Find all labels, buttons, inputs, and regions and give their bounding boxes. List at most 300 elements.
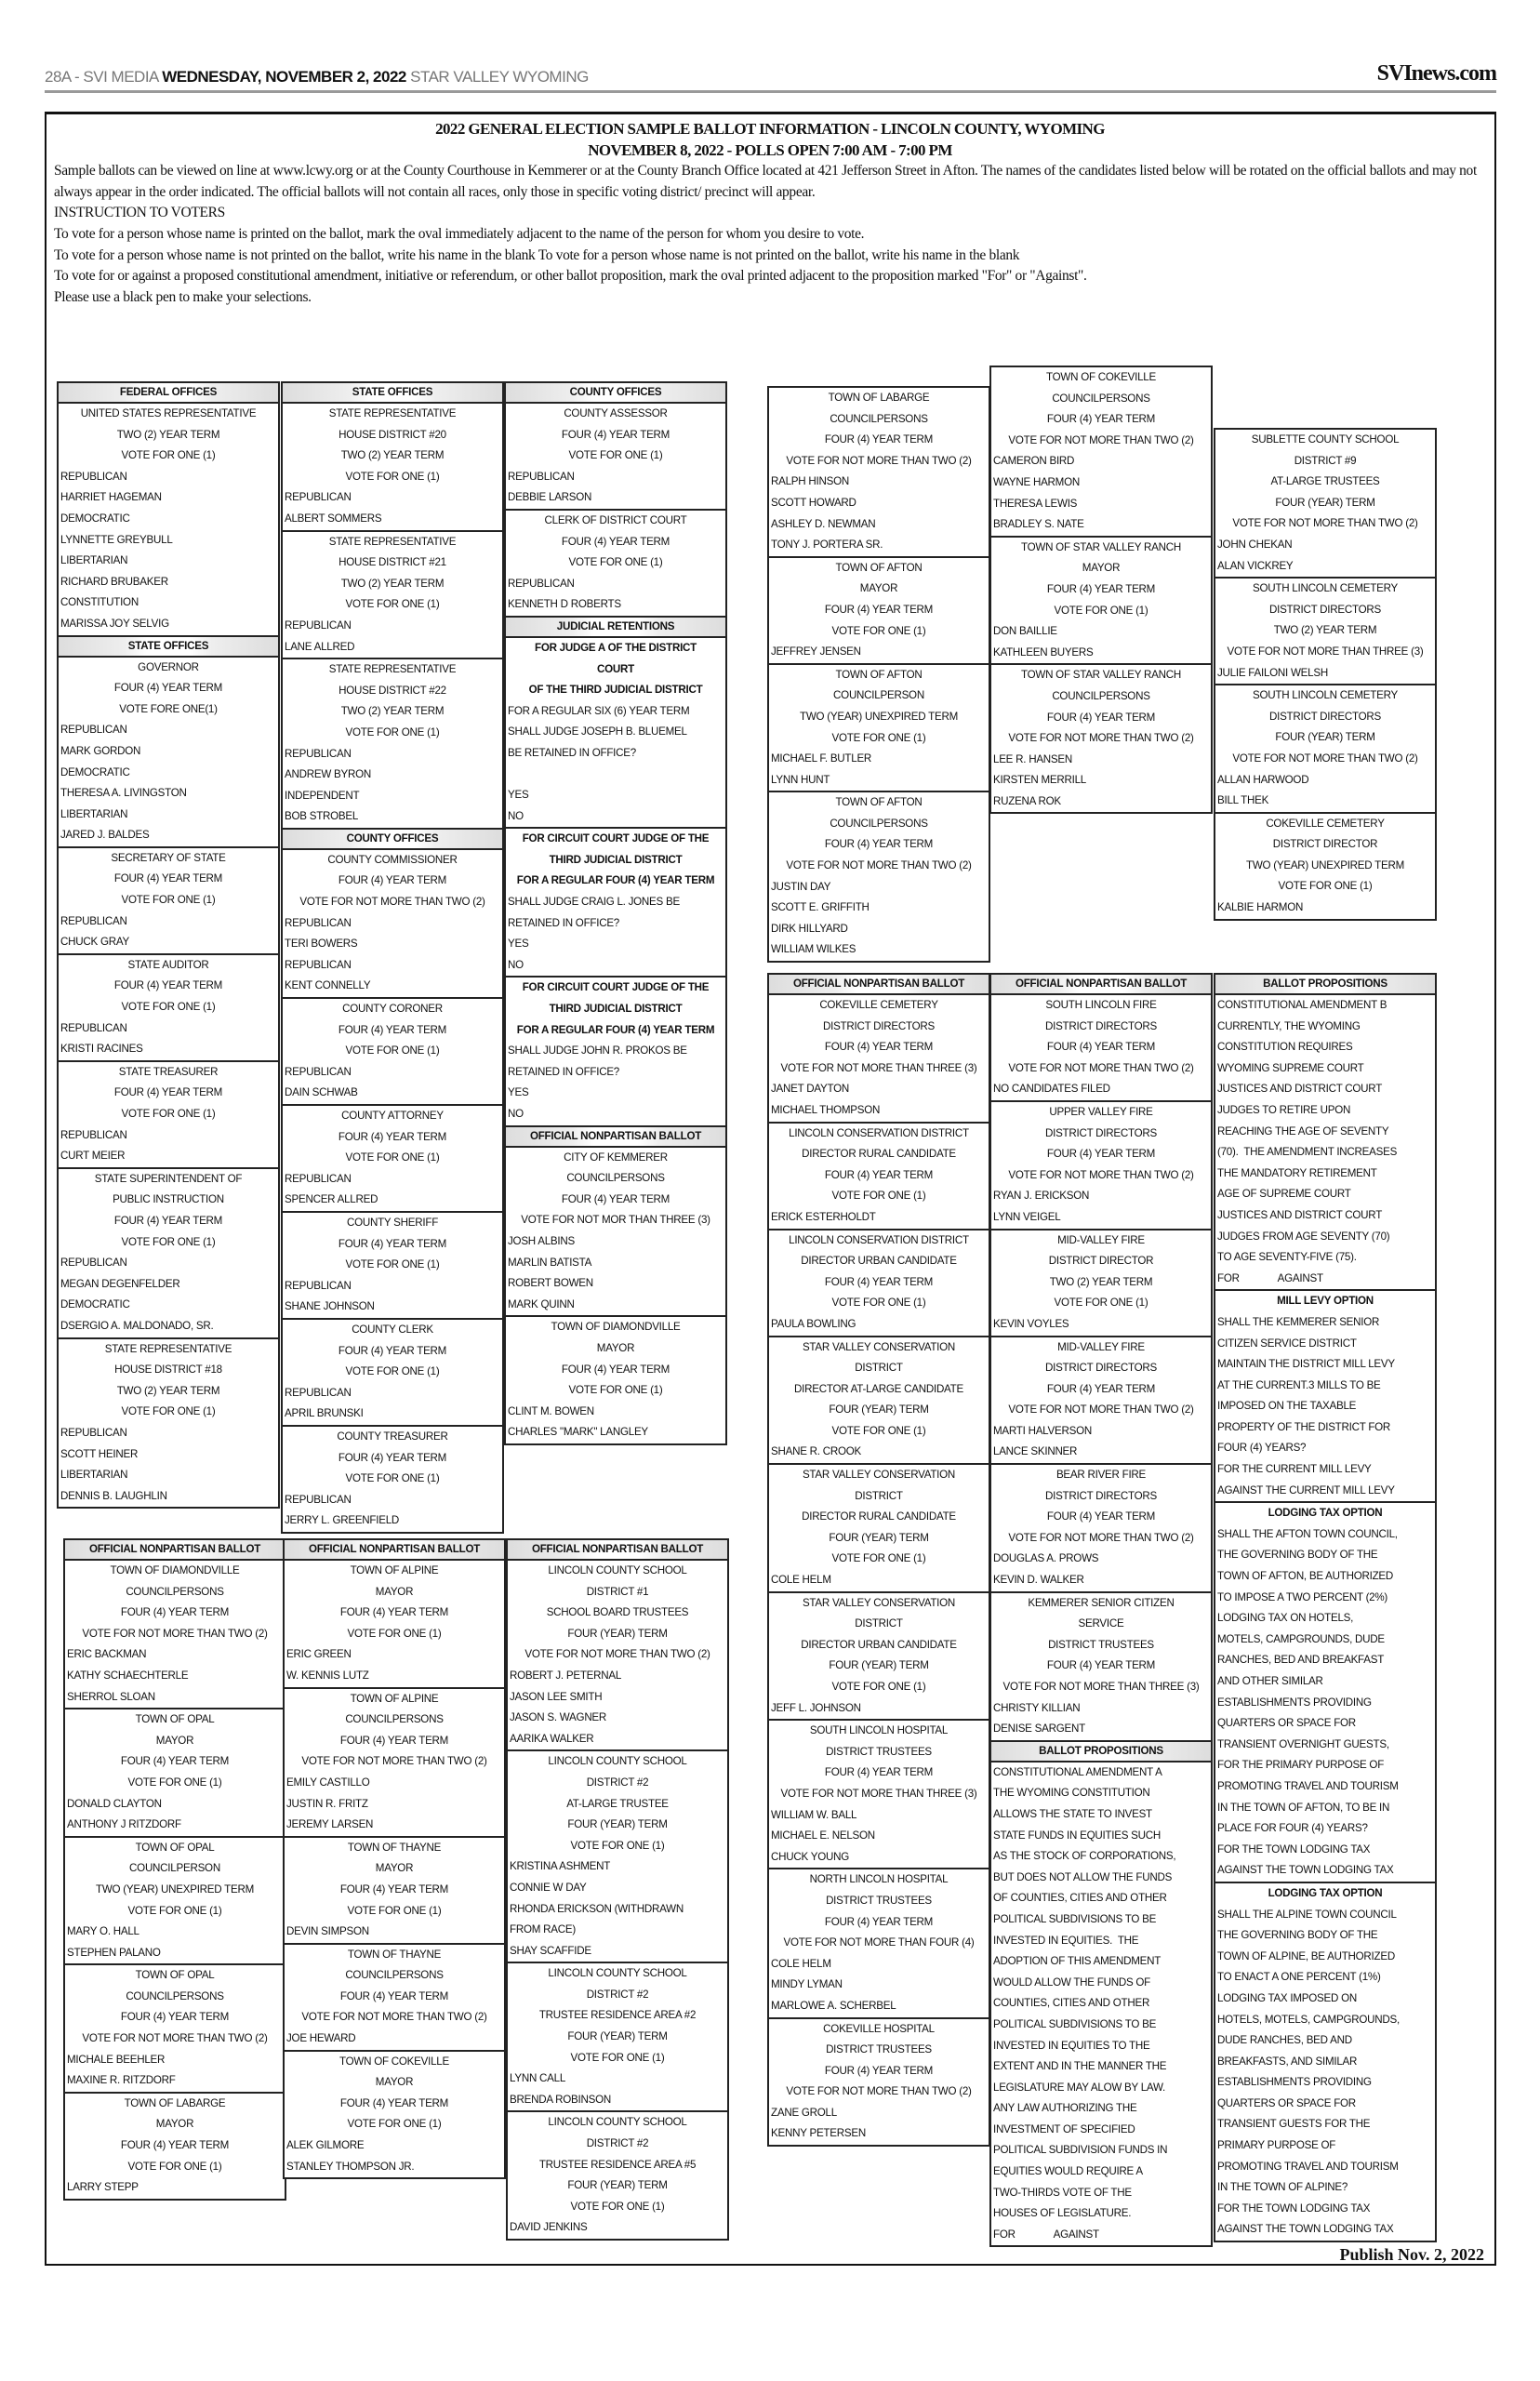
- race-info: VOTE FOR ONE (1): [345, 470, 440, 483]
- ballot-entry: KRISTI RACINES: [60, 1043, 143, 1056]
- race-info: VOTE FOR NOT MORE THAN TWO (2): [301, 1755, 487, 1768]
- race-box: [283, 1943, 506, 2052]
- race-info: FOUR (4) YEAR TERM: [1046, 1510, 1156, 1523]
- race-info: VOTE FOR ONE (1): [345, 1365, 440, 1378]
- race-info: DISTRICT #9: [1294, 454, 1357, 467]
- race-box: [767, 993, 990, 1124]
- race-info: FOUR (4) YEAR TERM: [339, 1606, 449, 1619]
- ballot-entry: FOR THE TOWN LODGING TAX: [1217, 2201, 1371, 2215]
- ballot-entry: REPUBLICAN: [285, 958, 352, 971]
- ballot-entry: AGAINST THE TOWN LODGING TAX: [1217, 2223, 1394, 2236]
- race-info: FOUR (4) YEAR TERM: [824, 1168, 934, 1181]
- ballot-entry: MARLOWE A. SCHERBEL: [771, 1999, 896, 2012]
- race-box: [767, 2017, 990, 2148]
- ballot-entry: JERRY L. GREENFIELD: [285, 1514, 400, 1527]
- race-info: SOUTH LINCOLN FIRE: [1045, 999, 1157, 1011]
- ballot-entry: RALPH HINSON: [771, 475, 849, 488]
- ballot-entry: BREAKFASTS, AND SIMILAR: [1217, 2055, 1358, 2068]
- race-info: COUNTY TREASURER: [337, 1430, 448, 1443]
- instructions-heading: INSTRUCTION TO VOTERS: [54, 205, 225, 221]
- race-info: VOTE FOR NOT MORE THAN TWO (2): [1008, 1531, 1194, 1544]
- race-box: [63, 1559, 286, 1709]
- race-info: FOUR (4) YEAR TERM: [338, 1023, 447, 1036]
- ballot-entry: MARK GORDON: [60, 744, 141, 757]
- ballot-entry: COLE HELM: [771, 1574, 831, 1587]
- race-title: FOR A REGULAR FOUR (4) YEAR TERM: [516, 1023, 715, 1036]
- ballot-entry: TONY J. PORTERA SR.: [771, 539, 883, 552]
- race-box: [57, 1167, 280, 1339]
- ballot-entry: NO CANDIDATES FILED: [993, 1083, 1110, 1096]
- race-info: DISTRICT #2: [586, 1776, 649, 1789]
- ballot-entry: MARLIN BATISTA: [508, 1256, 592, 1269]
- ballot-entry: DIRK HILLYARD: [771, 922, 848, 935]
- ballot-entry: (70). THE AMENDMENT INCREASES: [1217, 1146, 1398, 1159]
- race-info: CITY OF KEMMERER: [564, 1151, 668, 1164]
- ballot-entry: JARED J. BALDES: [60, 829, 150, 842]
- race-info: STAR VALLEY CONSERVATION: [802, 1469, 956, 1482]
- ballot-entry: SCOTT HOWARD: [771, 496, 856, 509]
- race-info: FOUR (4) YEAR TERM: [113, 1086, 223, 1099]
- race-info: AT-LARGE TRUSTEES: [1270, 475, 1380, 488]
- race-box: [989, 366, 1213, 538]
- race-info: TOWN OF AFTON: [835, 796, 923, 809]
- race-info: SOUTH LINCOLN HOSPITAL: [809, 1724, 949, 1737]
- ballot-entry: KENNY PETERSEN: [771, 2127, 866, 2140]
- ballot-entry: KEVIN VOYLES: [993, 1317, 1069, 1330]
- race-info: LINCOLN CONSERVATION DISTRICT: [789, 1126, 969, 1139]
- ballot-entry: SCOTT HEINER: [60, 1447, 139, 1460]
- race-info: FOUR (4) YEAR TERM: [120, 1606, 230, 1619]
- ballot-column: [506, 1540, 729, 2241]
- ballot-entry: WYOMING SUPREME COURT: [1217, 1061, 1364, 1074]
- race-info: VOTE FOR ONE (1): [568, 556, 663, 569]
- race-info: VOTE FOR ONE (1): [121, 1001, 216, 1014]
- race-info: MAYOR: [155, 1734, 194, 1747]
- ballot-entry: SHALL THE ALPINE TOWN COUNCIL: [1217, 1908, 1397, 1921]
- race-info: MAYOR: [859, 582, 898, 595]
- race-info: AT-LARGE TRUSTEE: [566, 1797, 669, 1810]
- ballot-entry: SHANE R. CROOK: [771, 1445, 861, 1458]
- race-info: MID-VALLEY FIRE: [1057, 1233, 1145, 1246]
- race-info: VOTE FOR ONE (1): [831, 1552, 926, 1565]
- ballot-entry: THE MANDATORY RETIREMENT: [1217, 1166, 1377, 1179]
- ballot-entry: LEGISLATURE MAY ALOW BY LAW.: [993, 2081, 1166, 2094]
- race-info: FOUR (4) YEAR TERM: [120, 2011, 230, 2024]
- race-info: KEMMERER SENIOR CITIZEN: [1028, 1596, 1175, 1609]
- race-info: TWO (2) YEAR TERM: [116, 1384, 220, 1397]
- ballot-entry: CONSTITUTIONAL AMENDMENT A: [993, 1765, 1162, 1778]
- race-info: VOTE FOR ONE (1): [831, 1681, 926, 1693]
- ballot-entry: RETAINED IN OFFICE?: [508, 1065, 620, 1078]
- race-info: TWO (2) YEAR TERM: [1273, 624, 1377, 637]
- race-box: [767, 1719, 990, 1869]
- ballot-entry: KENNETH D ROBERTS: [508, 598, 621, 611]
- ballot-entry: SHANE JOHNSON: [285, 1300, 375, 1313]
- ballot-column: [283, 1540, 506, 2179]
- race-info: FOUR (YEAR) TERM: [1275, 496, 1375, 509]
- ballot-entry: TOWN OF AFTON, BE AUTHORIZED: [1217, 1570, 1394, 1583]
- ballot-entry: COLE HELM: [771, 1957, 831, 1970]
- ballot-entry: BILL THEK: [1217, 794, 1269, 807]
- section-header: BALLOT PROPOSITIONS: [1214, 973, 1437, 995]
- ballot-entry: ALLOWS THE STATE TO INVEST: [993, 1807, 1152, 1820]
- ballot-entry: DONALD CLAYTON: [67, 1797, 162, 1810]
- ballot-column: [281, 383, 504, 1534]
- race-info: TWO (2) YEAR TERM: [116, 428, 220, 441]
- ballot-entry: INDEPENDENT: [285, 789, 360, 802]
- ballot-entry: NO: [508, 958, 524, 971]
- race-info: VOTE FOR NOT MORE THAN TWO (2): [524, 1648, 710, 1661]
- race-info: FOUR (4) YEAR TERM: [824, 1041, 934, 1054]
- ballot-entry: ALEK GILMORE: [286, 2139, 365, 2152]
- race-info: VOTE FOR ONE (1): [570, 1839, 665, 1852]
- section-header: COUNTY OFFICES: [281, 828, 504, 850]
- race-info: TOWN OF OPAL: [135, 1969, 215, 1982]
- race-box: [504, 1315, 727, 1445]
- ballot-entry: CHUCK GRAY: [60, 936, 129, 949]
- race-info: FOUR (4) YEAR TERM: [113, 872, 223, 885]
- race-box: [767, 663, 990, 793]
- section-header: FEDERAL OFFICES: [57, 381, 280, 404]
- ballot-entry: REPUBLICAN: [285, 1065, 352, 1078]
- ballot-entry: JOE HEWARD: [286, 2032, 356, 2045]
- race-info: VOTE FOR NOT MORE THAN TWO (2): [301, 2011, 487, 2024]
- ballot-entry: JASON LEE SMITH: [510, 1690, 603, 1703]
- ballot-entry: KENT CONNELLY: [285, 979, 371, 992]
- ballot-entry: ALBERT SOMMERS: [285, 512, 382, 525]
- race-info: MAYOR: [375, 1862, 414, 1875]
- ballot-entry: DAVID JENKINS: [510, 2221, 588, 2234]
- race-info: STAR VALLEY CONSERVATION: [802, 1596, 956, 1609]
- race-info: COUNCILPERSONS: [1052, 689, 1150, 702]
- ballot-entry: MAINTAIN THE DISTRICT MILL LEVY: [1217, 1358, 1395, 1371]
- race-box: [63, 1836, 286, 1966]
- race-box: [283, 1836, 506, 1945]
- race-info: FOUR (YEAR) TERM: [829, 1403, 929, 1417]
- ballot-entry: CLINT M. BOWEN: [508, 1404, 594, 1417]
- race-box: [989, 536, 1213, 666]
- notice-subtitle: NOVEMBER 8, 2022 - POLLS OPEN 7:00 AM - 7:00 PM: [588, 140, 952, 159]
- race-info: DISTRICT #2: [586, 1988, 649, 2001]
- race-title: FOR JUDGE A OF THE DISTRICT: [534, 641, 697, 654]
- race-info: DIRECTOR AT-LARGE CANDIDATE: [794, 1382, 963, 1395]
- race-info: COUNCILPERSONS: [830, 817, 928, 830]
- ballot-entry: QUARTERS OR SPACE FOR: [1217, 1717, 1356, 1730]
- instruction-line: To vote for or against a proposed constitutional amendment, initiative or referendum, or other ballot proposition, mark the oval printed adjacent to the proposition marked "For" or "Against".: [54, 268, 1087, 285]
- race-info: FOUR (4) YEAR TERM: [339, 1989, 449, 2002]
- race-box: [504, 636, 727, 829]
- ballot-entry: REPUBLICAN: [285, 916, 352, 929]
- ballot-entry: THERESA A. LIVINGSTON: [60, 787, 187, 800]
- ballot-entry: SHAY SCAFFIDE: [510, 1944, 591, 1957]
- masthead: [45, 61, 1496, 93]
- race-info: LINCOLN COUNTY SCHOOL: [548, 1967, 687, 1980]
- race-info: COKEVILLE CEMETERY: [819, 999, 938, 1011]
- ballot-entry: MICHAEL E. NELSON: [771, 1829, 875, 1842]
- ballot-entry: JOHN CHEKAN: [1217, 538, 1293, 551]
- race-box: [57, 1060, 280, 1169]
- race-info: VOTE FOR ONE (1): [345, 1151, 440, 1164]
- section-header: BALLOT PROPOSITIONS: [989, 1740, 1213, 1762]
- ballot-entry: CURT MEIER: [60, 1150, 126, 1163]
- ballot-entry: MARTI HALVERSON: [993, 1424, 1092, 1437]
- race-info: COUNTY SHERIFF: [346, 1216, 439, 1229]
- race-title: THIRD JUDICIAL DISTRICT: [549, 853, 683, 866]
- ballot-entry: MICHAEL THOMPSON: [771, 1103, 881, 1116]
- race-info: COUNTY CORONER: [342, 1003, 443, 1016]
- race-info: HOUSE DISTRICT #20: [339, 428, 446, 441]
- race-info: VOTE FOR NOT MORE THAN TWO (2): [1008, 1168, 1194, 1181]
- instruction-line: To vote for a person whose name is printed on the ballot, mark the oval immediately adjacent to the name of the person for whom you desire to vote.: [54, 225, 865, 242]
- race-info: TOWN OF LABARGE: [828, 392, 930, 404]
- race-info: VOTE FOR NOT MORE THAN TWO (2): [1008, 1061, 1194, 1074]
- race-box: [989, 1100, 1213, 1230]
- intro: [54, 119, 1486, 308]
- ballot-entry: DEMOCRATIC: [60, 512, 130, 525]
- ballot-entry: JUDGES FROM AGE SEVENTY (70): [1217, 1230, 1390, 1243]
- ballot-entry: JUSTICES AND DISTRICT COURT: [1217, 1208, 1383, 1221]
- ballot-entry: LIBERTARIAN: [60, 807, 128, 820]
- ballot-entry: FOUR (4) YEARS?: [1217, 1442, 1307, 1455]
- ballot-entry: JUSTIN DAY: [771, 880, 831, 893]
- ballot-entry: MARISSA JOY SELVIG: [60, 617, 169, 630]
- ballot-entry: MOTELS, CAMPGROUNDS, DUDE: [1217, 1632, 1385, 1645]
- race-info: TOWN OF OPAL: [135, 1841, 215, 1854]
- ballot-entry: REPUBLICAN: [60, 1257, 127, 1270]
- ballot-entry: WAYNE HARMON: [993, 475, 1080, 488]
- section-header: OFFICIAL NONPARTISAN BALLOT: [504, 1125, 727, 1148]
- race-box: [767, 791, 990, 963]
- ballot-column: [1214, 430, 1437, 921]
- ballot-entry: ALAN VICKREY: [1217, 559, 1294, 572]
- race-box: [57, 656, 280, 848]
- race-box: [63, 2092, 286, 2201]
- ballot-entry: LYNN VEIGEL: [993, 1210, 1061, 1223]
- ballot-entry: AGAINST THE CURRENT MILL LEVY: [1217, 1483, 1395, 1496]
- ballot-entry: JANET DAYTON: [771, 1083, 849, 1096]
- ballot-entry: TO AGE SEVENTY-FIVE (75).: [1217, 1251, 1357, 1264]
- race-info: LINCOLN COUNTY SCHOOL: [548, 1564, 687, 1576]
- race-info: FOUR (4) YEAR TERM: [561, 1192, 670, 1205]
- race-info: VOTE FOR NOT MORE THAN THREE (3): [1002, 1681, 1200, 1693]
- race-info: FOUR (4) YEAR TERM: [824, 433, 934, 446]
- ballot-entry: YES: [508, 1086, 529, 1099]
- race-info: FOUR (YEAR) TERM: [567, 2030, 668, 2043]
- race-info: TWO (YEAR) UNEXPIRED TERM: [1245, 858, 1405, 871]
- issue-date: WEDNESDAY, NOVEMBER 2, 2022: [162, 68, 406, 86]
- race-info: TOWN OF THAYNE: [347, 1841, 442, 1854]
- race-info: FOUR (4) YEAR TERM: [1046, 582, 1156, 595]
- ballot-entry: REPUBLICAN: [60, 1021, 127, 1034]
- ballot-entry: TO ENACT A ONE PERCENT (1%): [1217, 1971, 1381, 1984]
- ballot-entry: FOR THE PRIMARY PURPOSE OF: [1217, 1759, 1385, 1772]
- race-info: DIRECTOR URBAN CANDIDATE: [801, 1255, 957, 1268]
- race-info: VOTE FOR ONE (1): [121, 1108, 216, 1120]
- ballot-entry: KATHY SCHAECHTERLE: [67, 1669, 189, 1682]
- ballot-entry: REPUBLICAN: [60, 914, 127, 927]
- ballot-entry: IN THE TOWN OF ALPINE?: [1217, 2181, 1348, 2194]
- race-info: DISTRICT #1: [586, 1585, 649, 1598]
- ballot-entry: INVESTMENT OF SPECIFIED: [993, 2122, 1135, 2135]
- ballot-entry: TRANSIENT GUESTS FOR THE: [1217, 2118, 1371, 2131]
- race-box: [506, 1962, 729, 2112]
- race-box: [57, 953, 280, 1062]
- ballot-entry: TOWN OF ALPINE, BE AUTHORIZED: [1217, 1949, 1395, 1962]
- race-info: SCHOOL BOARD TRUSTEES: [546, 1606, 689, 1619]
- race-info: MAYOR: [596, 1341, 635, 1354]
- race-info: FOUR (4) YEAR TERM: [561, 428, 670, 441]
- race-box: [281, 530, 504, 660]
- section-header: JUDICIAL RETENTIONS: [504, 616, 727, 638]
- race-info: FOUR (4) YEAR TERM: [339, 1734, 449, 1747]
- race-box: [281, 1425, 504, 1534]
- race-info: COUNCILPERSON: [833, 689, 924, 702]
- race-box: [989, 1591, 1213, 1742]
- ballot-entry: SHALL JUDGE JOSEPH B. BLUEMEL: [508, 725, 687, 738]
- race-box: [57, 1337, 280, 1510]
- race-info: DISTRICT: [855, 1362, 903, 1375]
- ballot-entry: PROMOTING TRAVEL AND TOURISM: [1217, 1779, 1399, 1792]
- ballot-column: [57, 383, 280, 1509]
- ballot-entry: DEBBIE LARSON: [508, 491, 592, 504]
- ballot-entry: WOULD ALLOW THE FUNDS OF: [993, 1975, 1150, 1989]
- race-info: VOTE FOR ONE (1): [345, 1258, 440, 1271]
- ballot-entry: DENNIS B. LAUGHLIN: [60, 1489, 167, 1502]
- ballot-entry: DEVIN SIMPSON: [286, 1925, 369, 1938]
- ballot-entry: PLACE FOR FOUR (4) YEARS?: [1217, 1822, 1368, 1835]
- race-info: COUNTY ATTORNEY: [341, 1110, 444, 1122]
- ballot-entry: REPUBLICAN: [60, 724, 127, 737]
- race-info: FOUR (YEAR) TERM: [567, 1818, 668, 1831]
- ballot-entry: TRANSIENT OVERNIGHT GUESTS,: [1217, 1737, 1389, 1750]
- race-info: VOTE FOR ONE (1): [121, 449, 216, 462]
- ballot-entry: MAXINE R. RITZDORF: [67, 2074, 176, 2087]
- ballot-entry: LARRY STEPP: [67, 2181, 139, 2194]
- ballot-entry: REPUBLICAN: [285, 1279, 352, 1292]
- race-info: VOTE FOR NOT MORE THAN TWO (2): [299, 896, 485, 909]
- race-title: THIRD JUDICIAL DISTRICT: [549, 1003, 683, 1016]
- race-box: [989, 993, 1213, 1102]
- race-info: COUNCILPERSONS: [345, 1713, 444, 1726]
- race-box: [1214, 428, 1437, 579]
- ballot-entry: EMILY CASTILLO: [286, 1776, 370, 1789]
- ballot-entry: CONNIE W DAY: [510, 1881, 587, 1894]
- ballot-entry: ALLAN HARWOOD: [1217, 773, 1309, 786]
- ballot-entry: BRENDA ROBINSON: [510, 2093, 611, 2106]
- race-box: [989, 1463, 1213, 1593]
- ballot-entry: CURRENTLY, THE WYOMING: [1217, 1019, 1361, 1032]
- race-box: [504, 402, 727, 511]
- race-info: LINCOLN COUNTY SCHOOL: [548, 2116, 687, 2129]
- race-info: VOTE FOR ONE (1): [1054, 604, 1148, 617]
- race-info: FOUR (4) YEAR TERM: [1046, 413, 1156, 426]
- race-info: COUNCILPERSONS: [345, 1969, 444, 1982]
- ballot-entry: RHONDA ERICKSON (WITHDRAWN: [510, 1902, 684, 1915]
- ballot-entry: ZANE GROLL: [771, 2106, 837, 2119]
- race-info: HOUSE DISTRICT #18: [114, 1363, 222, 1377]
- ballot-entry: IN THE TOWN OF AFTON, TO BE IN: [1217, 1801, 1390, 1814]
- ballot-entry: EQUITIES WOULD REQUIRE A: [993, 2165, 1143, 2178]
- ballot-entry: AT THE CURRENT.3 MILLS TO BE: [1217, 1378, 1381, 1391]
- race-info: VOTE FOR ONE (1): [831, 1424, 926, 1437]
- race-box: [57, 846, 280, 955]
- race-info: MAYOR: [375, 2076, 414, 2089]
- race-info: DISTRICT DIRECTORS: [1268, 710, 1382, 723]
- ballot-entry: CONSTITUTIONAL AMENDMENT B: [1217, 999, 1387, 1011]
- race-info: TRUSTEE RESIDENCE AREA #5: [538, 2158, 697, 2171]
- race-info: FOUR (4) YEAR TERM: [113, 682, 223, 695]
- race-info: DISTRICT TRUSTEES: [826, 1894, 932, 1907]
- race-info: TOWN OF AFTON: [835, 668, 923, 681]
- race-info: SOUTH LINCOLN CEMETERY: [1253, 689, 1398, 702]
- race-info: TOWN OF LABARGE: [124, 2096, 226, 2109]
- race-box: [767, 1868, 990, 2018]
- race-info: VOTE FOR ONE (1): [345, 1044, 440, 1057]
- ballot-entry: LANE ALLRED: [285, 640, 355, 653]
- ballot-entry: RUZENA ROK: [993, 794, 1061, 807]
- race-info: VOTE FOR ONE (1): [568, 1384, 663, 1397]
- race-box: [1214, 1501, 1437, 1883]
- ballot-entry: BUT DOES NOT ALLOW THE FUNDS: [993, 1870, 1173, 1883]
- race-info: TOWN OF ALPINE: [350, 1564, 439, 1576]
- ballot-entry: HARRIET HAGEMAN: [60, 491, 162, 504]
- race-info: COUNTY ASSESSOR: [564, 407, 668, 419]
- ballot-entry: CHUCK YOUNG: [771, 1850, 849, 1863]
- intro-paragraph: Sample ballots can be viewed on line at www.lcwy.org or at the County Courthouse in Kemmerer or at the County Branch Office located at 421 Jefferson Street in Afton. The names of the candidates listed below will be rotated on the official ballots and may not always appear in the order indicated. The official ballots will not contain all races, only those in specific voting district/ precinct will appear.: [54, 163, 1477, 200]
- race-info: VOTE FOR ONE (1): [1278, 880, 1373, 893]
- race-info: TWO (2) YEAR TERM: [1049, 1275, 1153, 1288]
- race-box: [767, 386, 990, 558]
- ballot-entry: KATHLEEN BUYERS: [993, 645, 1094, 658]
- ballot-entry: CHARLES "MARK" LANGLEY: [508, 1426, 648, 1439]
- ballot-entry: DENISE SARGENT: [993, 1723, 1085, 1736]
- race-title: FOR CIRCUIT COURT JUDGE OF THE: [522, 832, 710, 845]
- ballot-entry: LODGING TAX ON HOTELS,: [1217, 1612, 1354, 1625]
- race-info: FOUR (4) YEAR TERM: [561, 535, 670, 548]
- ballot-entry: STANLEY THOMPSON JR.: [286, 2160, 415, 2173]
- ballot-entry: BOB STROBEL: [285, 810, 359, 823]
- site-logo[interactable]: SVInews.com: [1376, 61, 1496, 86]
- ballot-entry: ESTABLISHMENTS PROVIDING: [1217, 2076, 1372, 2089]
- race-box: [281, 658, 504, 830]
- ballot-entry: LODGING TAX IMPOSED ON: [1217, 1991, 1357, 2004]
- race-info: VOTE FOR NOT MORE THAN THREE (3): [780, 1061, 977, 1074]
- race-title: LODGING TAX OPTION: [1268, 1507, 1383, 1520]
- race-info: VOTE FOR ONE (1): [831, 624, 926, 637]
- ballot-entry: ROBERT BOWEN: [508, 1277, 593, 1290]
- race-info: FOUR (4) YEAR TERM: [1046, 1041, 1156, 1054]
- race-info: VOTE FOR NOT MORE THAN TWO (2): [82, 1627, 268, 1640]
- race-title: MILL LEVY OPTION: [1277, 1295, 1374, 1308]
- ballot-entry: REPUBLICAN: [285, 491, 352, 504]
- ballot-entry: SHERROL SLOAN: [67, 1690, 155, 1703]
- race-info: FOUR (4) YEAR TERM: [1046, 1148, 1156, 1161]
- race-info: DIRECTOR RURAL CANDIDATE: [802, 1510, 956, 1523]
- race-info: FOUR (4) YEAR TERM: [338, 1130, 447, 1143]
- ballot-entry: CHRISTY KILLIAN: [993, 1701, 1081, 1714]
- race-box: [283, 2050, 506, 2180]
- race-info: TOWN OF AFTON: [835, 561, 923, 574]
- ballot-entry: MICHAEL F. BUTLER: [771, 752, 872, 765]
- race-info: FOUR (4) YEAR TERM: [1046, 1382, 1156, 1395]
- race-box: [281, 997, 504, 1106]
- race-info: HOUSE DISTRICT #22: [339, 684, 446, 697]
- race-info: UPPER VALLEY FIRE: [1049, 1105, 1153, 1118]
- race-info: VOTE FOR ONE (1): [121, 1235, 216, 1248]
- race-title: FOR CIRCUIT COURT JUDGE OF THE: [522, 981, 710, 994]
- race-info: FOUR (4) YEAR TERM: [824, 1915, 934, 1928]
- race-info: CLERK OF DISTRICT COURT: [544, 513, 687, 526]
